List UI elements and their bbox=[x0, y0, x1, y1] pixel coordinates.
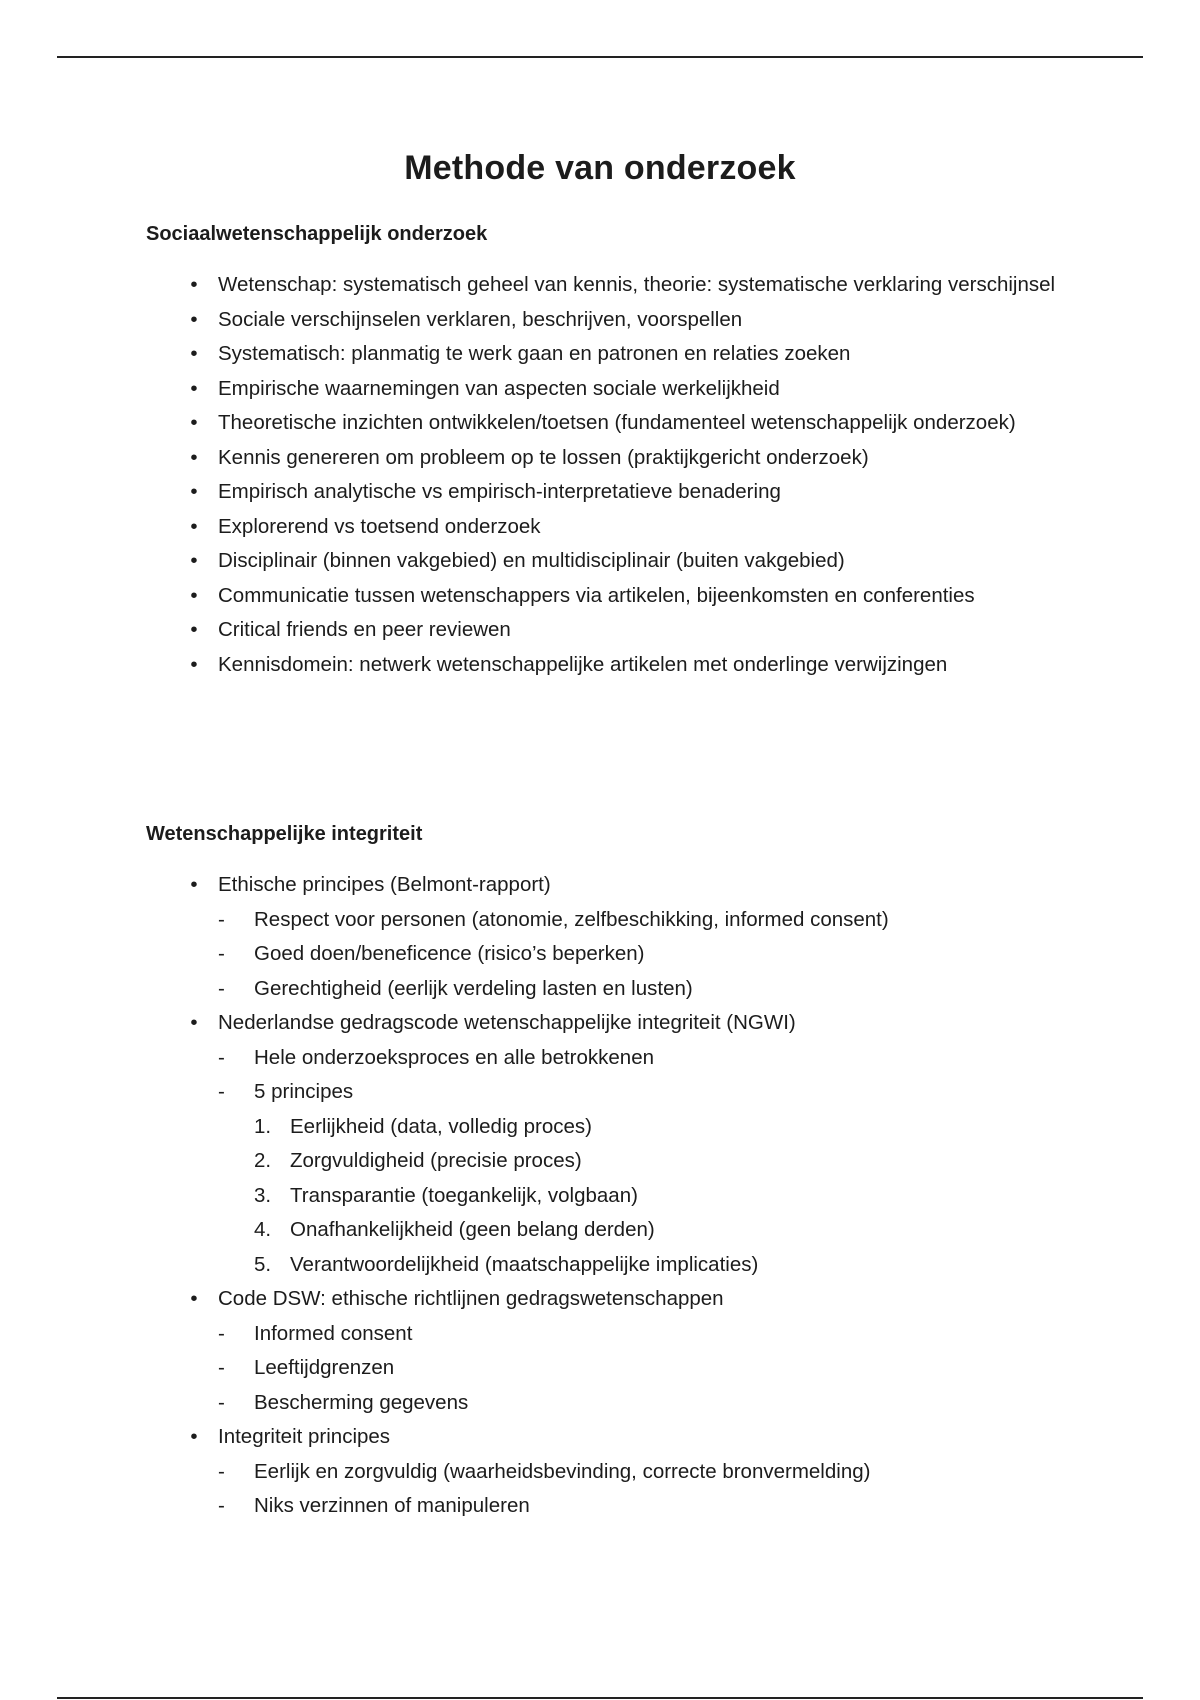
section-list-integriteit bbox=[146, 868, 1086, 1524]
bullet-marker: • bbox=[190, 514, 198, 538]
sub-list-item: - Bescherming gegevens bbox=[146, 1386, 1086, 1421]
dash-marker: - bbox=[218, 942, 225, 965]
sub-list-item: - Informed consent bbox=[146, 1317, 1086, 1352]
list-item: • Explorerend vs toetsend onderzoek bbox=[146, 510, 1086, 545]
bullet-marker: • bbox=[190, 307, 198, 331]
dash-marker: - bbox=[218, 1459, 225, 1483]
list-item: • Nederlandse gedragscode wetenschappelijke integriteit (NGWI) bbox=[146, 1006, 1086, 1041]
sub-list-item: - Respect voor personen (atonomie, zelfbeschikking, informed consent) bbox=[146, 903, 1086, 938]
sub-list-item: - Goed doen/beneficence (risico’s beperken) bbox=[146, 937, 1086, 972]
list-item: • Disciplinair (binnen vakgebied) en multidisciplinair (buiten vakgebied) bbox=[146, 544, 1086, 579]
page-title: Methode van onderzoek bbox=[404, 149, 796, 187]
numbered-item: 4. Onafhankelijkheid (geen belang derden) bbox=[146, 1213, 1086, 1248]
dash-marker: - bbox=[218, 976, 225, 1000]
number-marker: 2. bbox=[254, 1149, 272, 1172]
bullet-marker: • bbox=[190, 652, 198, 676]
number-marker: 4. bbox=[254, 1218, 272, 1241]
dash-marker: - bbox=[218, 1080, 225, 1103]
list-item: • Kennis genereren om probleem op te lossen (praktijkgericht onderzoek) bbox=[146, 441, 1086, 476]
bullet-marker: • bbox=[190, 376, 198, 400]
dash-marker: - bbox=[218, 907, 225, 931]
bullet-marker: • bbox=[190, 342, 198, 365]
bottom-rule bbox=[57, 1697, 1143, 1699]
numbered-item: 5. Verantwoordelijkheid (maatschappelijke implicaties) bbox=[146, 1248, 1086, 1283]
section-list-sociaal bbox=[146, 268, 1086, 682]
list-item: • Integriteit principes bbox=[146, 1420, 1086, 1455]
sub-list-item: - Gerechtigheid (eerlijk verdeling lasten en lusten) bbox=[146, 972, 1086, 1007]
list-item: • Critical friends en peer reviewen bbox=[146, 613, 1086, 648]
dash-marker: - bbox=[218, 1494, 225, 1517]
dash-marker: - bbox=[218, 1045, 225, 1069]
dash-marker: - bbox=[218, 1321, 225, 1345]
bullet-marker: • bbox=[190, 1425, 198, 1448]
bullet-marker: • bbox=[190, 1011, 198, 1034]
sub-list-item: - Leeftijdgrenzen bbox=[146, 1351, 1086, 1386]
bullet-marker: • bbox=[190, 618, 198, 641]
dash-marker: - bbox=[218, 1356, 225, 1379]
numbered-item: 2. Zorgvuldigheid (precisie proces) bbox=[146, 1144, 1086, 1179]
section-heading-sociaal: Sociaalwetenschappelijk onderzoek bbox=[146, 223, 488, 245]
list-item: • Empirische waarnemingen van aspecten sociale werkelijkheid bbox=[146, 372, 1086, 407]
top-rule bbox=[57, 56, 1143, 58]
bullet-marker: • bbox=[190, 273, 198, 296]
list-item: • Kennisdomein: netwerk wetenschappelijke artikelen met onderlinge verwijzingen bbox=[146, 648, 1086, 683]
list-item: • Sociale verschijnselen verklaren, beschrijven, voorspellen bbox=[146, 303, 1086, 338]
list-item: • Wetenschap: systematisch geheel van kennis, theorie: systematische verklaring verschijnsel bbox=[146, 268, 1086, 303]
list-item: • Systematisch: planmatig te werk gaan en patronen en relaties zoeken bbox=[146, 337, 1086, 372]
section-heading-integriteit: Wetenschappelijke integriteit bbox=[146, 823, 423, 845]
number-marker: 5. bbox=[254, 1252, 272, 1276]
numbered-item: 3. Transparantie (toegankelijk, volgbaan) bbox=[146, 1179, 1086, 1214]
bullet-marker: • bbox=[190, 445, 198, 469]
sub-list-item: - 5 principes bbox=[146, 1075, 1086, 1110]
numbered-item: 1. Eerlijkheid (data, volledig proces) bbox=[146, 1110, 1086, 1145]
bullet-marker: • bbox=[190, 549, 198, 572]
bullet-marker: • bbox=[190, 411, 198, 434]
list-item: • Communicatie tussen wetenschappers via artikelen, bijeenkomsten en conferenties bbox=[146, 579, 1086, 614]
bullet-marker: • bbox=[190, 1287, 198, 1310]
dash-marker: - bbox=[218, 1390, 225, 1414]
bullet-marker: • bbox=[190, 583, 198, 607]
list-item: • Empirisch analytische vs empirisch-interpretatieve benadering bbox=[146, 475, 1086, 510]
sub-list-item: - Hele onderzoeksproces en alle betrokkenen bbox=[146, 1041, 1086, 1076]
number-marker: 1. bbox=[254, 1114, 272, 1138]
list-item: • Ethische principes (Belmont-rapport) bbox=[146, 868, 1086, 903]
bullet-marker: • bbox=[190, 873, 198, 896]
bullet-marker: • bbox=[190, 480, 198, 503]
sub-list-item: - Eerlijk en zorgvuldig (waarheidsbevinding, correcte bronvermelding) bbox=[146, 1455, 1086, 1490]
list-item: • Theoretische inzichten ontwikkelen/toetsen (fundamenteel wetenschappelijk onderzoek) bbox=[146, 406, 1086, 441]
number-marker: 3. bbox=[254, 1183, 272, 1207]
sub-list-item: - Niks verzinnen of manipuleren bbox=[146, 1489, 1086, 1524]
list-item: • Code DSW: ethische richtlijnen gedragswetenschappen bbox=[146, 1282, 1086, 1317]
